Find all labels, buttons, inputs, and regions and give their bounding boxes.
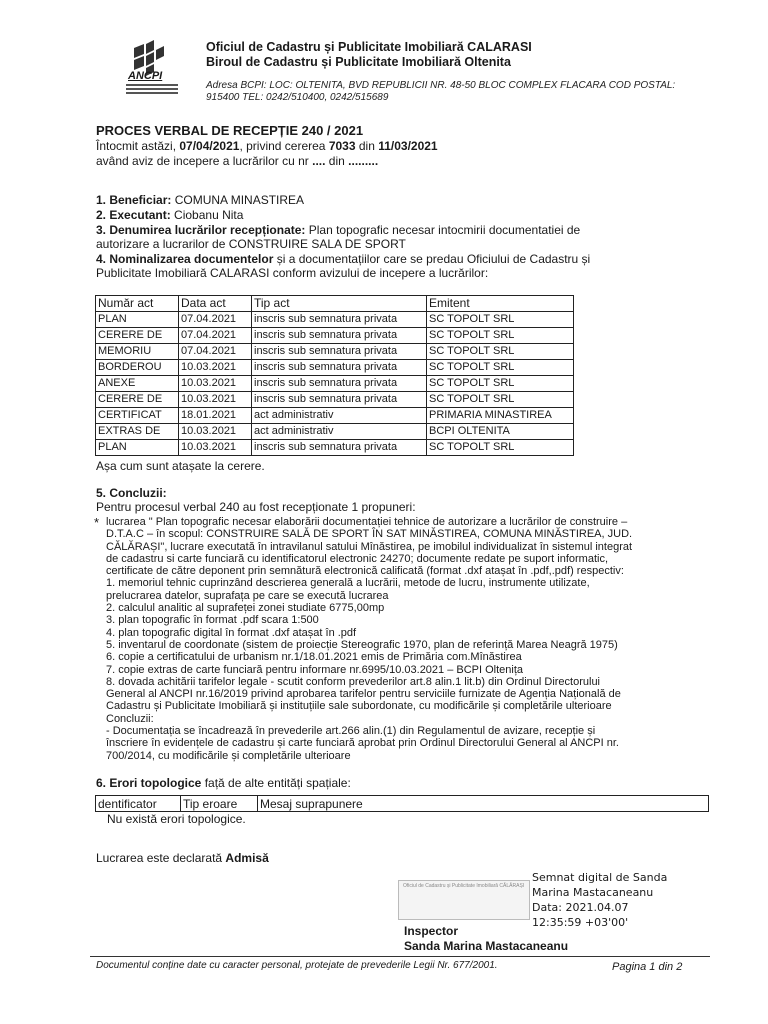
table-cell: BCPI OLTENITA bbox=[427, 424, 574, 440]
conclusion-line: certificate de către deponent prin semnătură electronică calificată (format .dxf atașat în .pdf,.pdf) respectiv: bbox=[106, 565, 624, 578]
logo-rule bbox=[126, 88, 178, 90]
section-executant bbox=[96, 208, 243, 222]
table-row bbox=[96, 328, 574, 344]
conclusion-line: 700/2014, cu modificările și completările ulterioare bbox=[106, 749, 351, 762]
conclusion-line: 3. plan topografic în format .pdf scara 1:500 bbox=[106, 614, 319, 627]
conclusion-line: 6. copie a certificatului de urbanism nr.1/18.01.2021 emis de Primăria com.Mînăstirea bbox=[106, 651, 522, 664]
column-header: dentificator bbox=[96, 796, 181, 812]
table-cell: PLAN bbox=[96, 440, 179, 456]
signature-line: 12:35:59 +03'00' bbox=[532, 916, 629, 929]
table-cell: 10.03.2021 bbox=[179, 376, 252, 392]
table-cell: CERERE DE bbox=[96, 392, 179, 408]
table-cell: SC TOPOLT SRL bbox=[427, 392, 574, 408]
table-cell: 07.04.2021 bbox=[179, 328, 252, 344]
table-row bbox=[96, 440, 574, 456]
intro-date: 07/04/2021 bbox=[179, 139, 240, 153]
table-cell: PRIMARIA MINASTIREA bbox=[427, 408, 574, 424]
table-cell: inscris sub semnatura privata bbox=[252, 392, 427, 408]
declaration-status: Admisă bbox=[225, 851, 269, 865]
inspector-role: Inspector bbox=[404, 924, 459, 938]
table-row bbox=[96, 408, 574, 424]
table-row bbox=[96, 360, 574, 376]
lucrari-value: Plan topografic necesar intocmirii documentatiei de bbox=[305, 223, 581, 237]
table-header-row bbox=[96, 296, 574, 312]
request-number: 7033 bbox=[328, 139, 356, 153]
table-cell: ANEXE bbox=[96, 376, 179, 392]
conclusion-line: CĂLĂRAȘI", lucrare executată în intravilanul satului Mînăstirea, pe imobilul individualizat în sistemul integrat bbox=[106, 540, 633, 553]
table-row bbox=[96, 424, 574, 440]
table-cell: 07.04.2021 bbox=[179, 312, 252, 328]
address-line: 915400 TEL: 0242/510400, 0242/515689 bbox=[206, 92, 389, 103]
request-date: 11/03/2021 bbox=[378, 139, 438, 153]
section-label: 6. Erori topologice bbox=[96, 776, 202, 790]
table-row bbox=[96, 376, 574, 392]
section-label: 5. Concluzii: bbox=[96, 486, 167, 500]
conclusion-line: lucrarea " Plan topografic necesar elaborării documentației tehnice de autorizare a lucrărilor de construire – bbox=[106, 516, 628, 528]
table-cell: SC TOPOLT SRL bbox=[427, 376, 574, 392]
intro-line-2 bbox=[96, 154, 378, 168]
table-cell: 07.04.2021 bbox=[179, 344, 252, 360]
declaration bbox=[96, 851, 269, 865]
table-cell: PLAN bbox=[96, 312, 179, 328]
topology-note: Nu există erori topologice. bbox=[107, 812, 246, 826]
bureau-name: Biroul de Cadastru și Publicitate Imobiliară Oltenita bbox=[206, 55, 511, 69]
aviz-number: .... bbox=[312, 154, 326, 168]
table-cell: SC TOPOLT SRL bbox=[427, 440, 574, 456]
topology-heading bbox=[96, 776, 351, 790]
page-number: Pagina 1 din 2 bbox=[612, 961, 683, 973]
conclusion-line: D.T.A.C – în scopul: CONSTRUIRE SALĂ DE SPORT ÎN SAT MINĂSTIREA, COMUNA MINĂSTIREA, JUD. bbox=[106, 528, 633, 541]
table-cell: 10.03.2021 bbox=[179, 424, 252, 440]
table-cell: MEMORIU bbox=[96, 344, 179, 360]
conclusion-line: 4. plan topografic digital în format .dxf atașat în .pdf bbox=[106, 626, 357, 639]
document-title: PROCES VERBAL DE RECEPȚIE 240 / 2021 bbox=[96, 123, 364, 138]
intro-text: din bbox=[355, 139, 379, 153]
conclusion-line: General al ANCPI nr.16/2019 privind aprobarea tarifelor pentru serviciile furnizate de Agenția Națională de bbox=[106, 688, 621, 701]
address-line: Adresa BCPI: LOC: OLTENITA, BVD REPUBLICII NR. 48-50 BLOC COMPLEX FLACARA COD POSTAL: bbox=[206, 80, 676, 91]
column-header: Emitent bbox=[427, 296, 574, 312]
section-beneficiar bbox=[96, 193, 304, 207]
table-cell: inscris sub semnatura privata bbox=[252, 328, 427, 344]
table-row bbox=[96, 392, 574, 408]
column-header: Data act bbox=[179, 296, 252, 312]
table-cell: SC TOPOLT SRL bbox=[427, 312, 574, 328]
topology-table bbox=[95, 795, 709, 812]
conclusions-body bbox=[106, 516, 726, 762]
table-cell: inscris sub semnatura privata bbox=[252, 440, 427, 456]
lucrari-value: autorizare a lucrarilor de CONSTRUIRE SALA DE SPORT bbox=[96, 237, 406, 251]
intro-text: având aviz de incepere a lucrărilor cu nr bbox=[96, 154, 313, 168]
footer-divider bbox=[90, 956, 710, 957]
footer-note: Documentul conține date cu caracter personal, protejate de prevederile Legii Nr. 677/2001. bbox=[96, 960, 498, 971]
column-header: Mesaj suprapunere bbox=[258, 796, 709, 812]
table-cell: 10.03.2021 bbox=[179, 392, 252, 408]
table-cell: CERERE DE bbox=[96, 328, 179, 344]
table-cell: inscris sub semnatura privata bbox=[252, 360, 427, 376]
intro-text: din bbox=[325, 154, 349, 168]
office-address bbox=[206, 80, 706, 104]
digital-signature bbox=[532, 870, 667, 930]
declaration-text: Lucrarea este declarată bbox=[96, 851, 226, 865]
table-cell: 10.03.2021 bbox=[179, 360, 252, 376]
table-cell: CERTIFICAT bbox=[96, 408, 179, 424]
table-cell: 18.01.2021 bbox=[179, 408, 252, 424]
logo-rule bbox=[126, 84, 178, 86]
conclusion-line: prelucrarea datelor, suprafața pe care se execută lucrarea bbox=[106, 589, 389, 602]
aviz-date: ......... bbox=[348, 154, 379, 168]
conclusions-heading bbox=[96, 486, 167, 500]
logo-text: ANCPI bbox=[128, 70, 163, 82]
table-row bbox=[96, 312, 574, 328]
conclusion-line: Concluzii: bbox=[106, 712, 154, 725]
signature-line: Semnat digital de Sanda bbox=[532, 871, 668, 884]
conclusion-line: - Documentația se încadrează în prevederile art.266 alin.(1) din Regulamentul de avizare, recepție și bbox=[106, 725, 596, 738]
conclusion-line: 8. dovada achitării tarifelor legale - scutit conform prevederilor art.8 alin.1 lit.b) din Ordinul Directorului bbox=[106, 675, 601, 688]
conclusion-line: înscriere în evidențele de cadastru și carte funciară aprobat prin Ordinul Directorului General al ANCPI nr. bbox=[106, 737, 619, 750]
acts-note: Așa cum sunt atașate la cerere. bbox=[96, 459, 265, 473]
column-header: Tip act bbox=[252, 296, 427, 312]
table-cell: inscris sub semnatura privata bbox=[252, 344, 427, 360]
stamp-text: Oficiul de Cadastru și Publicitate Imobiliară CĂLĂRAȘI bbox=[403, 883, 525, 889]
bullet-mark: * bbox=[94, 515, 100, 530]
conclusion-line: 7. copie extras de carte funciară pentru informare nr.6995/10.03.2021 – BCPI Oltenița bbox=[106, 663, 524, 676]
inspector-name: Sanda Marina Mastacaneanu bbox=[404, 939, 569, 953]
conclusion-line: 2. calculul analitic al suprafeței zonei studiate 6775,00mp bbox=[106, 602, 385, 615]
signature-line: Data: 2021.04.07 bbox=[532, 901, 629, 914]
beneficiar-value: COMUNA MINASTIREA bbox=[171, 193, 305, 207]
table-cell: inscris sub semnatura privata bbox=[252, 376, 427, 392]
conclusion-line: de cadastru si carte funciară cu identificatorul electronic 24270; documente redate pe suport informatic, bbox=[106, 552, 608, 565]
section-label: 3. Denumirea lucrărilor recepționate: bbox=[96, 223, 306, 237]
conclusion-line: 1. memoriul tehnic cuprinzând descrierea generală a lucrării, metode de lucru, instrumente utilizate, bbox=[106, 577, 590, 590]
acts-table bbox=[95, 295, 574, 456]
conclusion-line: Cadastru și Publicitate Imobiliară și instituțiile sale subordonate, cu modificările și completările ulterioare bbox=[106, 700, 612, 713]
signature-stamp bbox=[398, 880, 530, 920]
table-cell: SC TOPOLT SRL bbox=[427, 360, 574, 376]
ancpi-logo bbox=[120, 40, 192, 104]
signature-line: Marina Mastacaneanu bbox=[532, 886, 654, 899]
section-label: 4. Nominalizarea documentelor bbox=[96, 252, 274, 266]
section-label: 1. Beneficiar: bbox=[96, 193, 172, 207]
inspector-block bbox=[404, 924, 568, 954]
section-lucrari bbox=[96, 223, 580, 251]
nominalizare-text: Publicitate Imobiliară CALARASI conform avizului de incepere a lucrărilor: bbox=[96, 266, 489, 280]
topology-text: față de alte entități spațiale: bbox=[201, 776, 351, 790]
table-row bbox=[96, 344, 574, 360]
table-header-row bbox=[96, 796, 709, 812]
executant-value: Ciobanu Nita bbox=[170, 208, 244, 222]
table-cell: BORDEROU bbox=[96, 360, 179, 376]
logo-rule bbox=[126, 92, 178, 94]
table-cell: 10.03.2021 bbox=[179, 440, 252, 456]
column-header: Număr act bbox=[96, 296, 179, 312]
intro-text: , privind cererea bbox=[239, 139, 329, 153]
office-header bbox=[206, 40, 532, 70]
table-cell: SC TOPOLT SRL bbox=[427, 328, 574, 344]
table-cell: act administrativ bbox=[252, 408, 427, 424]
column-header: Tip eroare bbox=[181, 796, 258, 812]
section-nominalizare bbox=[96, 252, 590, 280]
section-label: 2. Executant: bbox=[96, 208, 171, 222]
office-name: Oficiul de Cadastru și Publicitate Imobiliară CALARASI bbox=[206, 40, 532, 54]
table-cell: SC TOPOLT SRL bbox=[427, 344, 574, 360]
conclusions-intro: Pentru procesul verbal 240 au fost recepționate 1 propuneri: bbox=[96, 500, 416, 514]
intro-text: Întocmit astăzi, bbox=[96, 139, 180, 153]
table-cell: inscris sub semnatura privata bbox=[252, 312, 427, 328]
conclusion-line: 5. inventarul de coordonate (sistem de proiecție Stereografic 1970, plan de referință Marea Neagră 1975) bbox=[106, 638, 618, 651]
intro-line-1 bbox=[96, 139, 438, 153]
table-cell: EXTRAS DE bbox=[96, 424, 179, 440]
table-cell: act administrativ bbox=[252, 424, 427, 440]
nominalizare-text: și a documentațiilor care se predau Oficiului de Cadastru și bbox=[273, 252, 591, 266]
